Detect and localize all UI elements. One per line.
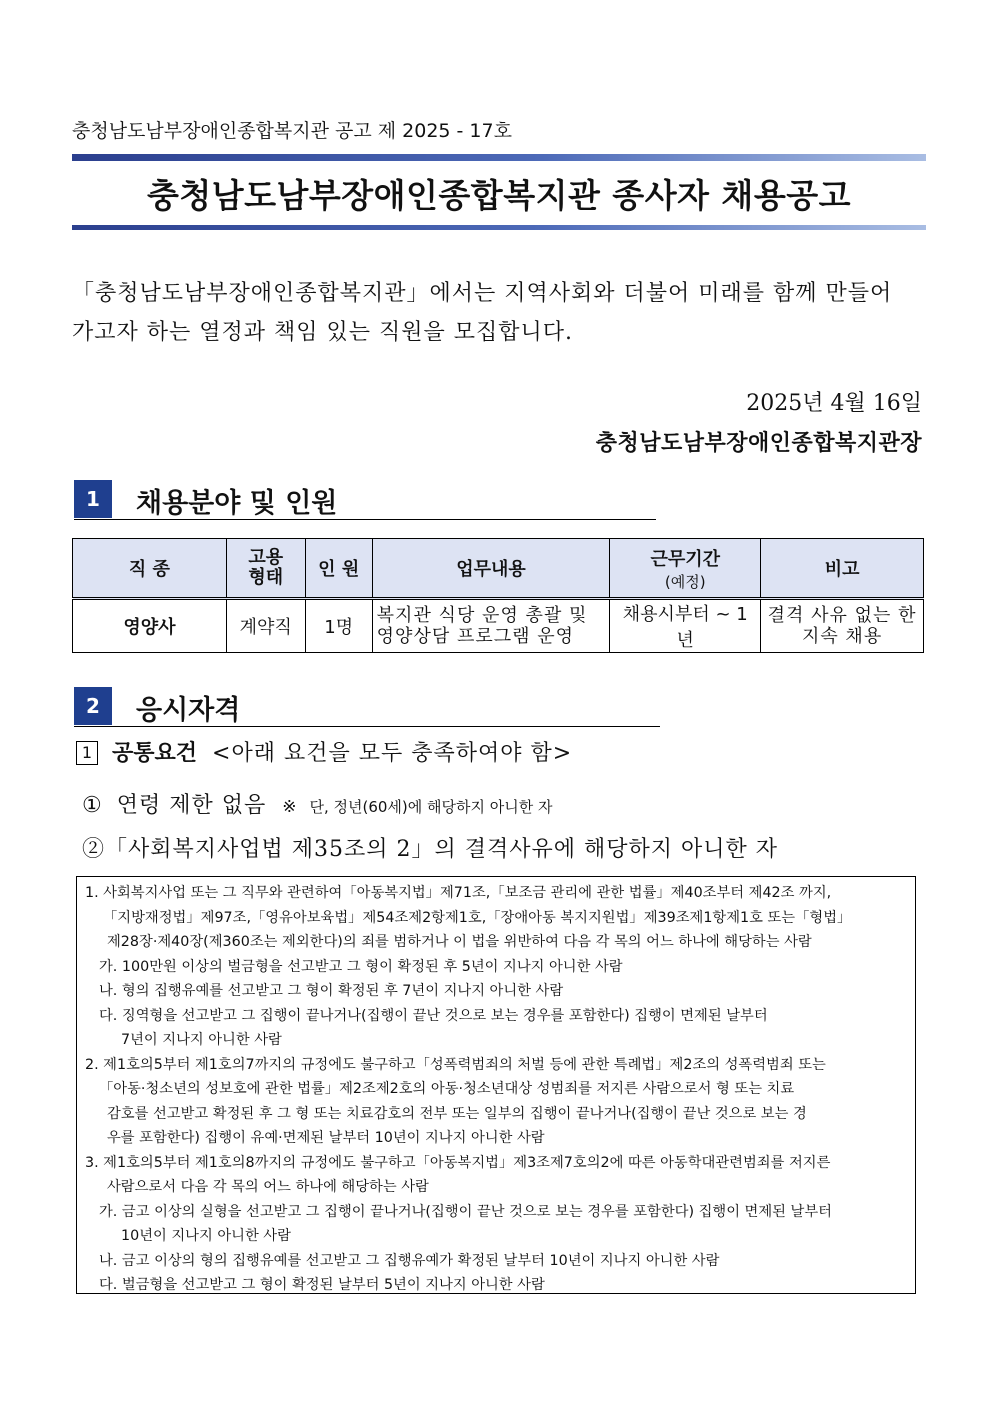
law-line: 감호를 선고받고 확정된 후 그 형 또는 치료감호의 전부 또는 일부의 집행이 끝나거나(집행이 끝난 것으로 보는 경 (107, 1105, 807, 1122)
requirement-1-text: 연령 제한 없음 (116, 793, 267, 818)
cell-employment-type: 계약직 (226, 599, 305, 653)
subsection-title: 공통요건 (112, 740, 198, 766)
table-header-row (73, 539, 924, 599)
law-line: 다. 징역형을 선고받고 그 집행이 끝나거나(집행이 끝난 것으로 보는 경우를 포함한다) 집행이 면제된 날부터 (99, 1007, 768, 1024)
header-employment-type-label: 고용형태 (248, 547, 284, 588)
section-2-number: 2 (74, 687, 112, 725)
law-line: 10년이 지나지 아니한 사람 (121, 1228, 291, 1244)
law-line: 7년이 지나지 아니한 사람 (121, 1032, 282, 1048)
requirement-1-mark: ① (82, 793, 103, 818)
header-headcount: 인 원 (305, 539, 372, 599)
requirement-2-mark: ② (82, 837, 106, 862)
common-requirements-heading (76, 736, 572, 767)
law-line: 사람으로서 다음 각 목의 어느 하나에 해당하는 사람 (107, 1179, 429, 1195)
law-line: 1. 사회복지사업 또는 그 직무와 관련하여「아동복지법」제71조,「보조금 관리에 관한 법률」제40조부터 제42조 까지, (85, 885, 832, 901)
cell-remarks: 결격 사유 없는 한 지속 채용 (761, 599, 924, 653)
header-duties: 업무내용 (372, 539, 610, 599)
law-line: 「아동·청소년의 성보호에 관한 법률」제2조제2호의 아동·청소년대상 성범죄를 저지른 사람으로서 형 또는 치료 (99, 1081, 795, 1097)
law-line: 다. 벌금형을 선고받고 그 형이 확정된 날부터 5년이 지나지 아니한 사람 (99, 1277, 545, 1293)
law-line: 우를 포함한다) 집행이 유예·면제된 날부터 10년이 지나지 아니한 사람 (107, 1130, 545, 1146)
section-1-number: 1 (74, 480, 112, 518)
table-row (73, 599, 924, 653)
disqualification-law-box (76, 876, 916, 1294)
cell-period: 채용시부터 ~ 1년 (610, 599, 761, 653)
header-remarks: 비고 (761, 539, 924, 599)
requirement-2 (82, 832, 778, 863)
law-line: 가. 100만원 이상의 벌금형을 선고받고 그 형이 확정된 후 5년이 지나지 아니한 사람 (99, 958, 623, 975)
notice-date: 2025년 4월 16일 (746, 391, 922, 416)
section-2-underline (74, 726, 660, 727)
law-line: 3. 제1호의5부터 제1호의8까지의 규정에도 불구하고「아동복지법」제3조제7호의2에 따른 아동학대관련범죄를 저지른 (85, 1154, 831, 1171)
title-bottom-rule (72, 225, 926, 230)
issuer-name: 충청남도남부장애인종합복지관장 (595, 430, 922, 456)
header-job: 직 종 (73, 539, 227, 599)
section-1-title: 채용분야 및 인원 (136, 488, 338, 519)
cell-job: 영양사 (73, 599, 227, 653)
subsection-number-box: 1 (76, 741, 98, 765)
header-period (610, 539, 761, 599)
requirement-1-note: 단, 정년(60세)에 해당하지 아니한 자 (309, 798, 553, 816)
requirement-1 (82, 788, 553, 819)
cell-duties: 복지관 식당 운영 총괄 및 영양상담 프로그램 운영 (372, 599, 610, 653)
intro-paragraph: 「충청남도남부장애인종합복지관」에서는 지역사회와 더불어 미래를 함께 만들어가고자 하는 열정과 책임 있는 직원을 모집합니다. (72, 281, 893, 345)
law-line: 나. 형의 집행유예를 선고받고 그 형이 확정된 후 7년이 지나지 아니한 사람 (99, 983, 564, 999)
requirement-1-note-mark: ※ (282, 797, 298, 817)
subsection-note: <아래 요건을 모두 충족하여야 함> (212, 741, 573, 766)
law-line: 「지방재정법」제97조,「영유아보육법」제54조제2항제1호,「장애아동 복지지원법」제39조제1항제1호 또는「형법」 (103, 909, 852, 926)
header-period-label: 근무기간 (650, 548, 721, 570)
law-line: 나. 금고 이상의 형의 집행유예를 선고받고 그 집행유예가 확정된 날부터 10년이 지나지 아니한 사람 (99, 1252, 720, 1269)
section-2-title: 응시자격 (136, 695, 241, 726)
notice-number: 충청남도남부장애인종합복지관 공고 제 2025 - 17호 (72, 120, 512, 142)
cell-headcount: 1명 (305, 599, 372, 653)
law-line: 가. 금고 이상의 실형을 선고받고 그 집행이 끝나거나(집행이 끝난 것으로 보는 경우를 포함한다) 집행이 면제된 날부터 (99, 1203, 832, 1220)
law-line: 제28장·제40장(제360조는 제외한다)의 죄를 범하거나 이 법을 위반하여 다음 각 목의 어느 하나에 해당하는 사람 (107, 934, 812, 950)
requirement-2-text: 「사회복지사업법 제35조의 2」의 결격사유에 해당하지 아니한 자 (105, 837, 779, 862)
title-top-rule (72, 154, 926, 161)
recruitment-table (72, 538, 924, 653)
header-employment-type (226, 539, 305, 599)
law-line: 2. 제1호의5부터 제1호의7까지의 규정에도 불구하고「성폭력범죄의 처벌 등에 관한 특례법」제2조의 성폭력범죄 또는 (85, 1056, 826, 1073)
header-period-sub: (예정) (664, 572, 706, 591)
page-title: 충청남도남부장애인종합복지관 종사자 채용공고 (147, 176, 851, 215)
section-1-underline (74, 519, 656, 520)
